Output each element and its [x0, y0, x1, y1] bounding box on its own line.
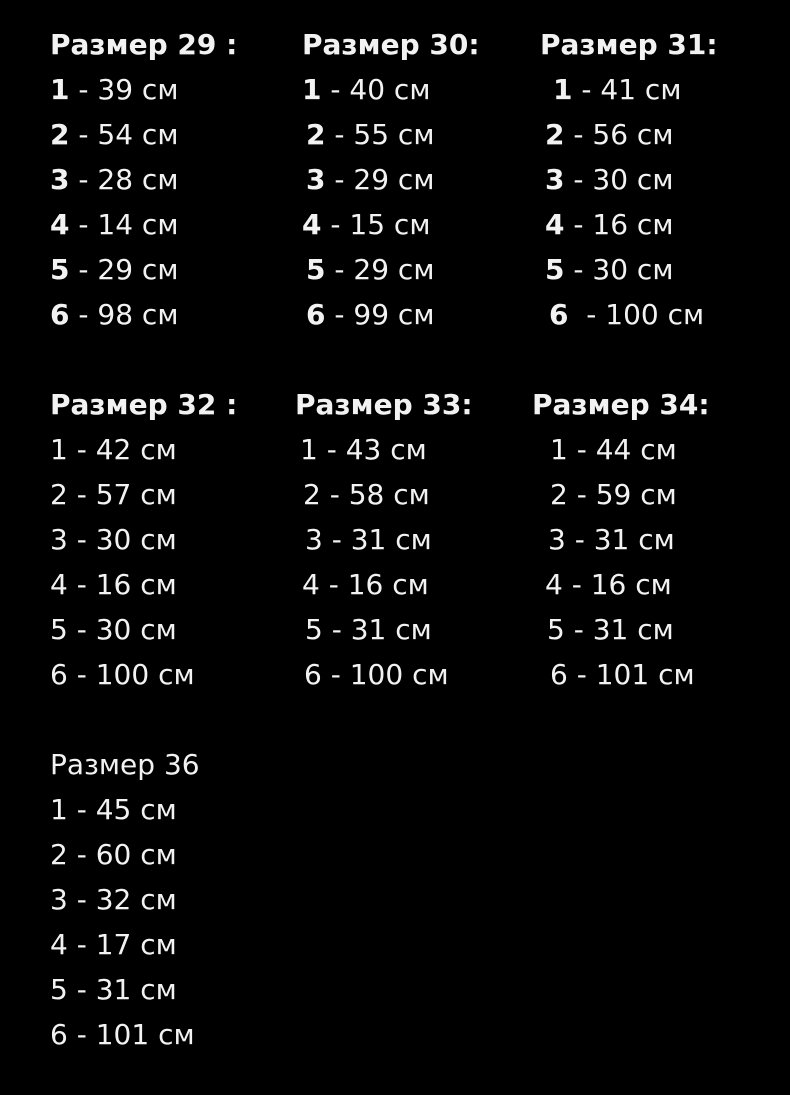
measure-number: 1	[302, 73, 322, 106]
measure-row	[50, 157, 237, 202]
size-title: Размер 32 :	[50, 388, 238, 421]
size-block-33	[295, 382, 473, 697]
measure-row	[50, 67, 237, 112]
measure-number: 3	[305, 523, 323, 556]
measure-number: 6	[304, 658, 322, 691]
measure-value: - 29 см	[325, 253, 435, 286]
measure-row	[50, 922, 200, 967]
measure-number: 4	[50, 568, 68, 601]
measure-row	[532, 562, 710, 607]
measure-value: - 101 см	[67, 1018, 195, 1051]
measure-row	[50, 877, 200, 922]
measure-value: - 32 см	[67, 883, 177, 916]
size-title: Размер 34:	[532, 388, 710, 421]
measure-value: - 60 см	[67, 838, 177, 871]
measure-number: 1	[50, 433, 68, 466]
measure-number: 6	[50, 298, 70, 331]
measure-value: - 16 см	[319, 568, 429, 601]
size-block-32	[50, 382, 237, 697]
measure-value: - 30 см	[564, 163, 674, 196]
measure-value: - 14 см	[69, 208, 179, 241]
measure-row	[295, 607, 473, 652]
measure-value: - 15 см	[321, 208, 431, 241]
measure-number: 5	[50, 973, 68, 1006]
measure-number: 2	[306, 118, 326, 151]
measure-value: - 29 см	[325, 163, 435, 196]
measure-number: 1	[550, 433, 568, 466]
measure-number: 6	[306, 298, 326, 331]
measure-value: - 100 см	[568, 298, 705, 331]
measure-value: - 54 см	[69, 118, 179, 151]
size-title: Размер 29 :	[50, 28, 238, 61]
measure-value: - 59 см	[567, 478, 677, 511]
measure-row	[302, 292, 480, 337]
measure-row	[302, 157, 480, 202]
measure-row	[540, 157, 718, 202]
measure-number: 4	[545, 208, 565, 241]
measure-number: 1	[553, 73, 573, 106]
measure-number: 5	[547, 613, 565, 646]
measure-row	[295, 517, 473, 562]
size-title: Размер 31:	[540, 28, 718, 61]
size-title: Размер 36	[50, 748, 200, 781]
measure-row	[50, 607, 237, 652]
measure-number: 5	[50, 613, 68, 646]
measure-row	[540, 247, 718, 292]
size-block-29	[50, 22, 237, 337]
measure-row	[302, 67, 480, 112]
measure-row	[540, 112, 718, 157]
measure-number: 3	[50, 883, 68, 916]
measure-row	[295, 562, 473, 607]
measure-value: - 99 см	[325, 298, 435, 331]
measure-row	[50, 517, 237, 562]
measure-value: - 17 см	[67, 928, 177, 961]
measure-number: 6	[549, 298, 569, 331]
measure-value: - 55 см	[325, 118, 435, 151]
measure-value: - 56 см	[564, 118, 674, 151]
measure-value: - 42 см	[67, 433, 177, 466]
measure-number: 2	[50, 838, 68, 871]
measure-number: 2	[50, 478, 68, 511]
measure-value: - 41 см	[572, 73, 682, 106]
measure-number: 6	[550, 658, 568, 691]
measure-number: 3	[50, 163, 70, 196]
measure-number: 3	[50, 523, 68, 556]
measure-number: 1	[300, 433, 318, 466]
measure-row	[50, 427, 237, 472]
measure-number: 2	[50, 118, 70, 151]
measure-number: 4	[50, 928, 68, 961]
measure-row	[295, 652, 473, 697]
size-block-34	[532, 382, 710, 697]
measure-number: 5	[306, 253, 326, 286]
measure-number: 6	[50, 1018, 68, 1051]
measure-number: 1	[50, 793, 68, 826]
measure-row	[50, 247, 237, 292]
measure-number: 2	[303, 478, 321, 511]
size-title: Размер 30:	[302, 28, 480, 61]
measure-row	[50, 562, 237, 607]
measure-value: - 39 см	[69, 73, 179, 106]
measure-value: - 45 см	[67, 793, 177, 826]
measure-row	[532, 652, 710, 697]
measure-value: - 16 см	[67, 568, 177, 601]
measure-row	[50, 472, 237, 517]
measure-value: - 101 см	[567, 658, 695, 691]
measure-value: - 44 см	[567, 433, 677, 466]
measure-number: 3	[306, 163, 326, 196]
measure-row	[532, 472, 710, 517]
measure-row	[302, 112, 480, 157]
measure-value: - 31 см	[322, 523, 432, 556]
measure-value: - 57 см	[67, 478, 177, 511]
measure-row	[50, 652, 237, 697]
measure-value: - 30 см	[67, 613, 177, 646]
measure-number: 4	[545, 568, 563, 601]
measure-number: 1	[50, 73, 70, 106]
measure-value: - 30 см	[67, 523, 177, 556]
measure-value: - 100 см	[321, 658, 449, 691]
measure-row	[540, 292, 718, 337]
measure-value: - 28 см	[69, 163, 179, 196]
measure-value: - 16 см	[562, 568, 672, 601]
measure-row	[532, 517, 710, 562]
measure-value: - 43 см	[317, 433, 427, 466]
measure-row	[50, 202, 237, 247]
measure-value: - 100 см	[67, 658, 195, 691]
measure-row	[50, 292, 237, 337]
measure-row	[532, 607, 710, 652]
measure-value: - 30 см	[564, 253, 674, 286]
measure-value: - 31 см	[565, 523, 675, 556]
measure-row	[302, 202, 480, 247]
measure-row	[540, 202, 718, 247]
measure-number: 4	[302, 208, 322, 241]
measure-number: 6	[50, 658, 68, 691]
size-block-31	[540, 22, 718, 337]
measure-number: 5	[50, 253, 70, 286]
measure-row	[50, 787, 200, 832]
measure-value: - 16 см	[564, 208, 674, 241]
measure-number: 3	[548, 523, 566, 556]
size-block-36	[50, 742, 200, 1057]
measure-value: - 31 см	[67, 973, 177, 1006]
measure-row	[295, 472, 473, 517]
measure-row	[50, 1012, 200, 1057]
size-title: Размер 33:	[295, 388, 473, 421]
measure-value: - 29 см	[69, 253, 179, 286]
measure-value: - 40 см	[321, 73, 431, 106]
measure-number: 4	[50, 208, 70, 241]
measure-row	[50, 967, 200, 1012]
measure-row	[50, 112, 237, 157]
measure-value: - 31 см	[322, 613, 432, 646]
measure-value: - 58 см	[320, 478, 430, 511]
measure-row	[540, 67, 718, 112]
measure-value: - 31 см	[564, 613, 674, 646]
measure-row	[50, 832, 200, 877]
measure-row	[302, 247, 480, 292]
size-block-30	[302, 22, 480, 337]
measure-number: 5	[545, 253, 565, 286]
measure-number: 5	[305, 613, 323, 646]
measure-number: 2	[550, 478, 568, 511]
measure-number: 4	[302, 568, 320, 601]
measure-value: - 98 см	[69, 298, 179, 331]
measure-number: 2	[545, 118, 565, 151]
measure-row	[532, 427, 710, 472]
measure-row	[295, 427, 473, 472]
measure-number: 3	[545, 163, 565, 196]
